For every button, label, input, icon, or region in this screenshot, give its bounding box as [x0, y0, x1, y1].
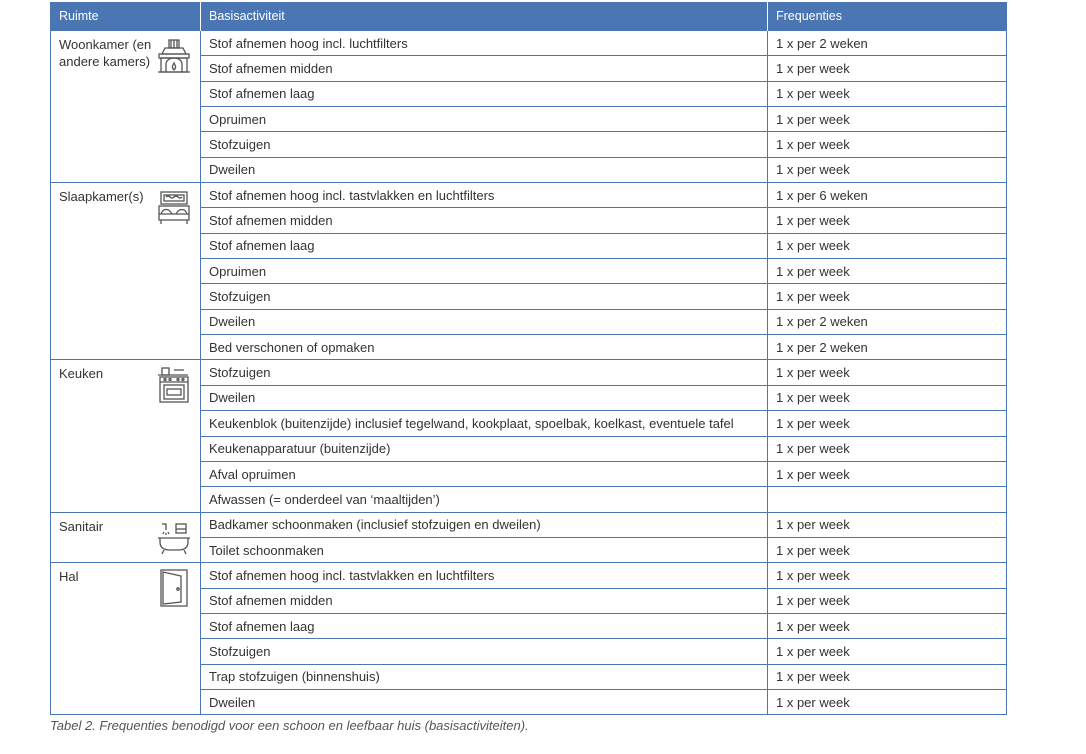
- room-name: Keuken: [59, 366, 104, 382]
- activity-cell: Dweilen: [201, 309, 768, 334]
- frequency-cell: 1 x per week: [768, 284, 1007, 309]
- activity-cell: Stof afnemen hoog incl. tastvlakken en luchtfilters: [201, 563, 768, 588]
- table-caption: Tabel 2. Frequenties benodigd voor een schoon en leefbaar huis (basisactiviteiten).: [50, 718, 529, 733]
- room-name: Slaapkamer(s): [59, 189, 144, 205]
- frequency-cell: 1 x per week: [768, 132, 1007, 157]
- header-frequenties: Frequenties: [768, 2, 1007, 31]
- frequency-cell: 1 x per week: [768, 411, 1007, 436]
- activity-cell: Stof afnemen hoog incl. tastvlakken en luchtfilters: [201, 183, 768, 208]
- frequency-cell: 1 x per 2 weken: [768, 309, 1007, 334]
- table-row: [51, 360, 1007, 385]
- room-cell: [51, 512, 201, 563]
- frequency-cell: 1 x per week: [768, 639, 1007, 664]
- room-cell: [51, 563, 201, 715]
- activity-cell: Dweilen: [201, 385, 768, 410]
- header-ruimte: Ruimte: [51, 2, 201, 31]
- room-cell: [51, 31, 201, 183]
- bed-icon: [154, 188, 194, 228]
- door-icon: [154, 568, 194, 608]
- activity-cell: Stof afnemen midden: [201, 208, 768, 233]
- activity-cell: Badkamer schoonmaken (inclusief stofzuigen en dweilen): [201, 512, 768, 537]
- room-cell: [51, 360, 201, 512]
- activity-cell: Opruimen: [201, 107, 768, 132]
- table-body: [51, 31, 1007, 715]
- activity-cell: Stofzuigen: [201, 639, 768, 664]
- frequency-cell: 1 x per week: [768, 664, 1007, 689]
- activity-cell: Stof afnemen midden: [201, 56, 768, 81]
- activity-cell: Stof afnemen laag: [201, 613, 768, 638]
- frequency-cell: 1 x per week: [768, 689, 1007, 714]
- frequency-cell: 1 x per week: [768, 157, 1007, 182]
- frequency-cell: 1 x per week: [768, 436, 1007, 461]
- activity-cell: Keukenapparatuur (buitenzijde): [201, 436, 768, 461]
- room-name: Woonkamer (en andere kamers): [59, 37, 152, 69]
- frequency-cell: 1 x per week: [768, 360, 1007, 385]
- activity-cell: Bed verschonen of opmaken: [201, 335, 768, 360]
- fireplace-icon: [154, 36, 194, 76]
- frequency-table: [50, 2, 1007, 715]
- frequency-cell: 1 x per 2 weken: [768, 335, 1007, 360]
- activity-cell: Stofzuigen: [201, 360, 768, 385]
- activity-cell: Afval opruimen: [201, 461, 768, 486]
- frequency-cell: 1 x per week: [768, 233, 1007, 258]
- activity-cell: Toilet schoonmaken: [201, 537, 768, 562]
- frequency-cell: 1 x per week: [768, 208, 1007, 233]
- activity-cell: Stof afnemen hoog incl. luchtfilters: [201, 31, 768, 56]
- frequency-cell: 1 x per week: [768, 385, 1007, 410]
- activity-cell: Trap stofzuigen (binnenshuis): [201, 664, 768, 689]
- frequency-cell: 1 x per week: [768, 512, 1007, 537]
- frequency-cell: 1 x per week: [768, 259, 1007, 284]
- activity-cell: Keukenblok (buitenzijde) inclusief tegelwand, kookplaat, spoelbak, koelkast, eventuele tafel: [201, 411, 768, 436]
- activity-cell: Stof afnemen laag: [201, 233, 768, 258]
- room-cell: [51, 183, 201, 360]
- header-basisactiviteit: Basisactiviteit: [201, 2, 768, 31]
- frequency-cell: 1 x per week: [768, 563, 1007, 588]
- frequency-cell: 1 x per week: [768, 588, 1007, 613]
- frequency-cell: 1 x per week: [768, 81, 1007, 106]
- frequency-cell: 1 x per week: [768, 107, 1007, 132]
- table-row: [51, 563, 1007, 588]
- table-row: [51, 512, 1007, 537]
- activity-cell: Afwassen (= onderdeel van ‘maaltijden’): [201, 487, 768, 512]
- table-row: [51, 31, 1007, 56]
- frequency-cell: 1 x per week: [768, 56, 1007, 81]
- room-name: Sanitair: [59, 518, 104, 534]
- room-name: Hal: [59, 569, 79, 585]
- bathtub-icon: [154, 518, 194, 558]
- table-row: [51, 183, 1007, 208]
- table-header-row: [51, 2, 1007, 31]
- frequency-cell: 1 x per week: [768, 461, 1007, 486]
- frequency-cell: [768, 487, 1007, 512]
- activity-cell: Stofzuigen: [201, 132, 768, 157]
- stove-icon: [154, 365, 194, 405]
- frequency-cell: 1 x per week: [768, 613, 1007, 638]
- activity-cell: Opruimen: [201, 259, 768, 284]
- frequency-cell: 1 x per week: [768, 537, 1007, 562]
- activity-cell: Dweilen: [201, 689, 768, 714]
- activity-cell: Stof afnemen midden: [201, 588, 768, 613]
- frequency-cell: 1 x per 6 weken: [768, 183, 1007, 208]
- activity-cell: Stof afnemen laag: [201, 81, 768, 106]
- activity-cell: Stofzuigen: [201, 284, 768, 309]
- activity-cell: Dweilen: [201, 157, 768, 182]
- frequency-cell: 1 x per 2 weken: [768, 31, 1007, 56]
